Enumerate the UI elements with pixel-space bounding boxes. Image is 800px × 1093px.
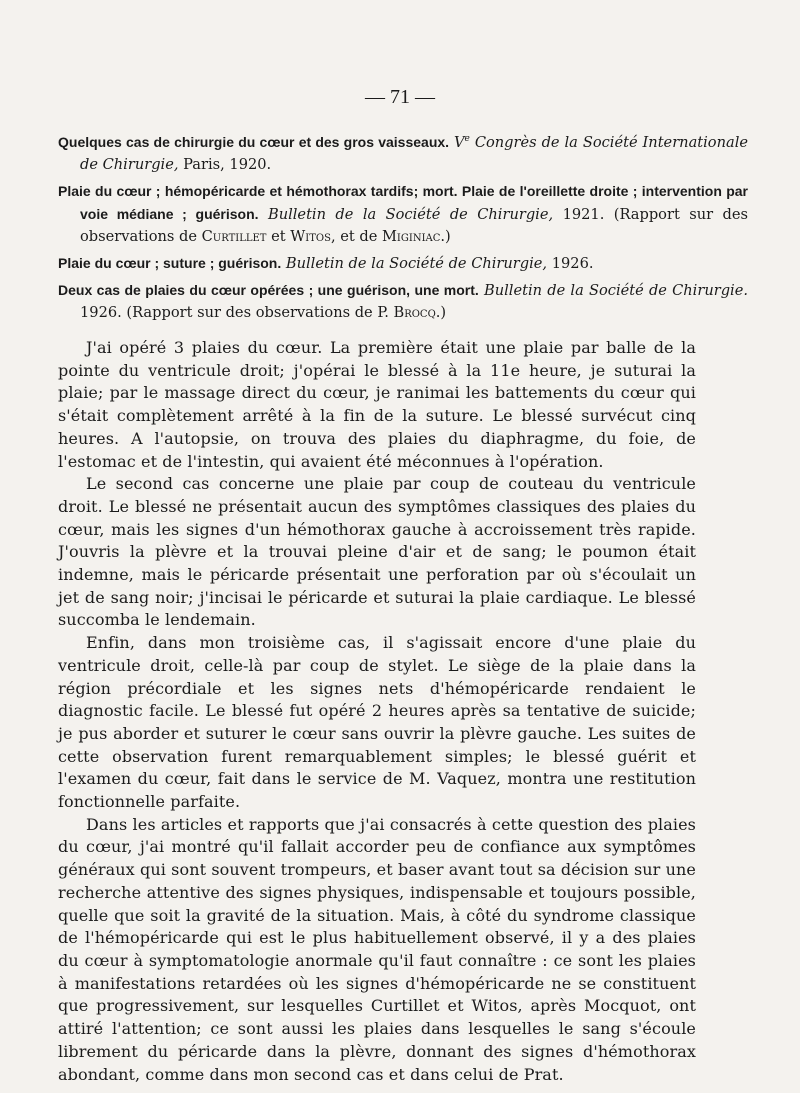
paragraph: Dans les articles et rapports que j'ai consacrés à cette question des plaies du cœur, j'ai montré qu'il fallait accorder peu de confiance aux symptômes généraux qui sont souvent trompeurs, et baser avant tout sa décision sur une recherche attentive des signes physiques, indispensable et toujours possible, quelle que soit la gravité de la situation. Mais, à côté du syndrome classique de l'hémopéricarde qui est le plus habituellement observé, il y a des plaies du cœur à symptomatologie anormale qu'il faut connaître : ce sont les plaies à manifestations retardées où les signes d'hémopéricarde ne se constituent que progressivement, sur lesquelles Curtillet et Witos, après Mocquot, ont attiré l'attention; ce sont aussi les plaies dans lesquelles le sang s'écoule librement du péricarde dans la plèvre, donnant des signes d'hémothorax abondant, comme dans mon second cas et dans celui de Prat. [58,814,696,1084]
paragraph: Enfin, dans mon troisième cas, il s'agissait encore d'une plaie du ventricule droit, celle-là par coup de stylet. Le siège de la plaie dans la région précordiale et les signes nets d'hémopéricarde rendaient le diagnostic facile. Le blessé fut opéré 2 heures après sa tentative de suicide; je pus aborder et suturer le cœur sans ouvrir la plèvre gauche. Les suites de cette observation furent remarquablement simples; le blessé guérit et l'examen du cœur, fait dans le service de M. Vaquez, montra une restitution fonctionnelle parfaite. [58,633,696,812]
paragraph: Le second cas concerne une plaie par coup de couteau du ventricule droit. Le blessé ne présentait aucun des symptômes classiques des plaies du cœur, mais les signes d'un hémothorax gauche à accroissement très rapide. J'ouvris la plèvre et la trouvai pleine d'air et de sang; le poumon était indemne, mais le péricarde présentait une perforation par où s'écoulait un jet de sang noir; j'incisai le péricarde et suturai la plaie cardiaque. Le blessé succomba le lendemain. [58,474,696,630]
reference-report: (Rapport sur des observations de Curtillet et Witos, et de Miginiac.) [80,205,749,245]
reference-title: Plaie du cœur ; suture ; guérison. [58,254,282,271]
reference-title: Quelques cas de chirurgie du cœur et des gros vaisseaux. [58,133,450,150]
reference-list [58,128,748,328]
reference-item [58,180,748,248]
reference-item [58,279,748,324]
reference-details: 1926. (Rapport sur des observations de P. Brocq.) [80,303,447,321]
reference-title: Plaie du cœur ; hémopéricarde et hémothorax tardifs; mort. Plaie de l'oreillette droite ; intervention par voie médiane ; guérison. [58,182,748,222]
reference-source: Bulletin de la Société de Chirurgie, [285,254,548,272]
reference-item [58,128,748,176]
reference-source: Bulletin de la Société de Chirurgie, [267,205,554,223]
body-text [58,337,696,1086]
reference-source: Bulletin de la Société de Chirurgie. [484,281,748,299]
reference-details: 1921. [562,205,605,223]
reference-details: 1926. [551,254,594,272]
page-number: — 71 — [365,86,435,108]
reference-source: Ve Congrès de la Société Internationale de Chirurgie, [80,133,748,173]
reference-details: Paris, 1920. [183,155,272,173]
paragraph: J'ai opéré 3 plaies du cœur. La première était une plaie par balle de la pointe du ventricule droit; j'opérai le blessé à la 11e heure, je suturai la plaie; par le massage direct du cœur, je ranimai les battements du cœur qui s'était complètement arrêté à la fin de la suture. Le blessé survécut cinq heures. A l'autopsie, on trouva des plaies du diaphragme, du foie, de l'estomac et de l'intestin, qui avaient été méconnues à l'opération. [58,338,696,471]
reference-item [58,252,748,275]
reference-title: Deux cas de plaies du cœur opérées ; une guérison, une mort. [58,281,479,298]
